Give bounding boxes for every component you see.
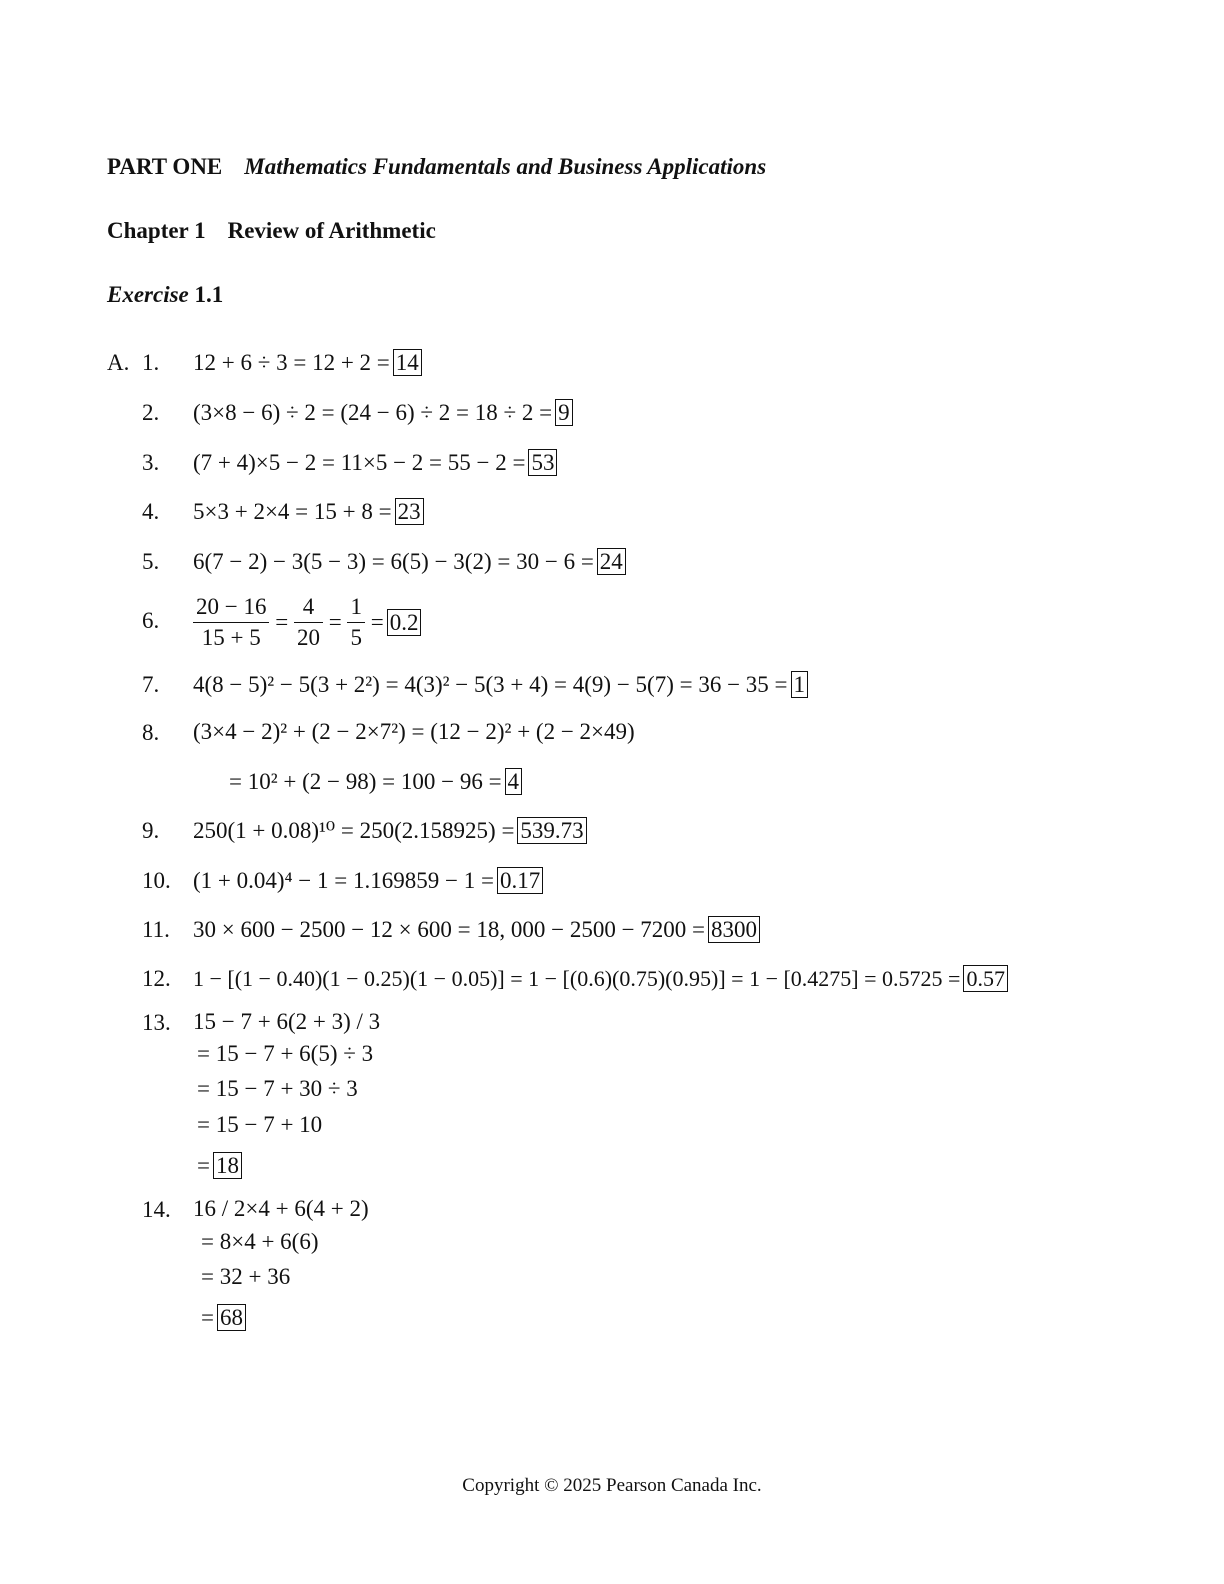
answer-box: 14 xyxy=(393,349,422,376)
problem-3 xyxy=(193,449,557,476)
expression: 30 × 600 − 2500 − 12 × 600 = 18, 000 − 2500 − 7200 = xyxy=(193,917,706,942)
exercise-word: Exercise xyxy=(107,282,189,307)
expression: 250(1 + 0.08)¹⁰ = 250(2.158925) = xyxy=(193,818,515,843)
answer-box: 0.57 xyxy=(963,965,1008,992)
problem-8 xyxy=(193,719,635,745)
numerator: 4 xyxy=(294,592,323,623)
expression: 16 / 2×4 + 6(4 + 2) xyxy=(193,1196,369,1221)
equals-sign: = xyxy=(197,1153,210,1178)
part-heading xyxy=(107,154,766,180)
equals-sign: = xyxy=(201,1305,214,1330)
step-line: = 32 + 36 xyxy=(201,1264,291,1289)
problem-2 xyxy=(193,399,573,426)
chapter-label: Chapter 1 xyxy=(107,218,206,243)
section-label: A. xyxy=(107,350,130,375)
chapter-heading xyxy=(107,218,436,244)
equals-sign: = xyxy=(275,609,289,635)
answer-box: 4 xyxy=(505,768,523,795)
answer-box: 0.2 xyxy=(387,609,422,636)
part-label: PART ONE xyxy=(107,154,223,179)
answer-box: 539.73 xyxy=(517,817,586,844)
expression: (1 + 0.04)⁴ − 1 = 1.169859 − 1 = xyxy=(193,868,494,893)
problem-number: 12. xyxy=(142,966,171,991)
numerator: 1 xyxy=(347,592,365,623)
denominator: 20 xyxy=(296,625,320,650)
problem-6 xyxy=(193,592,421,653)
part-title: Mathematics Fundamentals and Business Applications xyxy=(244,154,767,179)
problem-4 xyxy=(193,498,424,525)
chapter-title: Review of Arithmetic xyxy=(227,218,436,243)
denominator: 5 xyxy=(350,625,362,650)
exercise-heading xyxy=(107,282,223,308)
expression: (3×8 − 6) ÷ 2 = (24 − 6) ÷ 2 = 18 ÷ 2 = xyxy=(193,400,553,425)
final-line xyxy=(197,1152,242,1179)
copyright-notice: Copyright © 2025 Pearson Canada Inc. xyxy=(462,1475,762,1496)
problem-5 xyxy=(193,548,626,575)
problem-8-continuation xyxy=(229,768,522,795)
problem-number: 9. xyxy=(142,818,160,843)
problem-number: 3. xyxy=(142,450,160,475)
expression: 15 − 7 + 6(2 + 3) / 3 xyxy=(193,1009,381,1034)
expression: (3×4 − 2)² + (2 − 2×7²) = (12 − 2)² + (2 − 2×49) xyxy=(193,719,635,744)
problem-7 xyxy=(193,671,808,698)
answer-box: 53 xyxy=(528,449,557,476)
answer-box: 9 xyxy=(555,399,573,426)
answer-box: 8300 xyxy=(708,916,760,943)
step-line: = 15 − 7 + 6(5) ÷ 3 xyxy=(197,1041,374,1066)
problem-number: 1. xyxy=(142,350,160,375)
step-line: = 8×4 + 6(6) xyxy=(201,1229,319,1254)
problem-9 xyxy=(193,817,587,844)
numerator: 20 − 16 xyxy=(193,592,269,623)
problem-number: 14. xyxy=(142,1197,171,1222)
problem-number: 8. xyxy=(142,720,160,745)
problem-number: 4. xyxy=(142,499,160,524)
problem-number: 5. xyxy=(142,549,160,574)
step-line: = 15 − 7 + 10 xyxy=(197,1112,323,1137)
expression: 12 + 6 ÷ 3 = 12 + 2 = xyxy=(193,350,390,375)
equals-sign: = xyxy=(370,609,384,635)
problem-13 xyxy=(193,1009,380,1035)
expression: (7 + 4)×5 − 2 = 11×5 − 2 = 55 − 2 = xyxy=(193,450,526,475)
expression: 6(7 − 2) − 3(5 − 3) = 6(5) − 3(2) = 30 − 6 = xyxy=(193,549,594,574)
fraction xyxy=(347,592,365,653)
fraction xyxy=(193,592,269,653)
problem-11 xyxy=(193,916,760,943)
answer-box: 0.17 xyxy=(497,867,543,894)
problem-12 xyxy=(193,965,1008,992)
expression: 4(8 − 5)² − 5(3 + 2²) = 4(3)² − 5(3 + 4) = 4(9) − 5(7) = 36 − 35 = xyxy=(193,672,788,697)
expression: 5×3 + 2×4 = 15 + 8 = xyxy=(193,499,392,524)
problem-number: 2. xyxy=(142,400,160,425)
step-line: = 15 − 7 + 30 ÷ 3 xyxy=(197,1076,358,1101)
fraction xyxy=(294,592,323,653)
answer-box: 24 xyxy=(597,548,626,575)
problem-10 xyxy=(193,867,543,894)
final-line xyxy=(201,1304,246,1331)
problem-1 xyxy=(193,349,422,376)
expression: 1 − [(1 − 0.40)(1 − 0.25)(1 − 0.05)] = 1 − [(0.6)(0.75)(0.95)] = 1 − [0.4275] = 0.5725 = xyxy=(193,966,961,991)
answer-box: 18 xyxy=(213,1152,242,1179)
problem-number: 10. xyxy=(142,868,171,893)
problem-number: 6. xyxy=(142,608,160,633)
problem-number: 7. xyxy=(142,672,160,697)
answer-box: 68 xyxy=(217,1304,246,1331)
answer-box: 1 xyxy=(791,671,809,698)
answer-box: 23 xyxy=(395,498,424,525)
problem-number: 11. xyxy=(142,917,170,942)
problem-14 xyxy=(193,1196,369,1222)
expression: = 10² + (2 − 98) = 100 − 96 = xyxy=(229,769,502,794)
problem-number: 13. xyxy=(142,1010,171,1035)
equals-sign: = xyxy=(328,609,342,635)
denominator: 15 + 5 xyxy=(201,625,261,650)
exercise-number: 1.1 xyxy=(194,282,224,307)
